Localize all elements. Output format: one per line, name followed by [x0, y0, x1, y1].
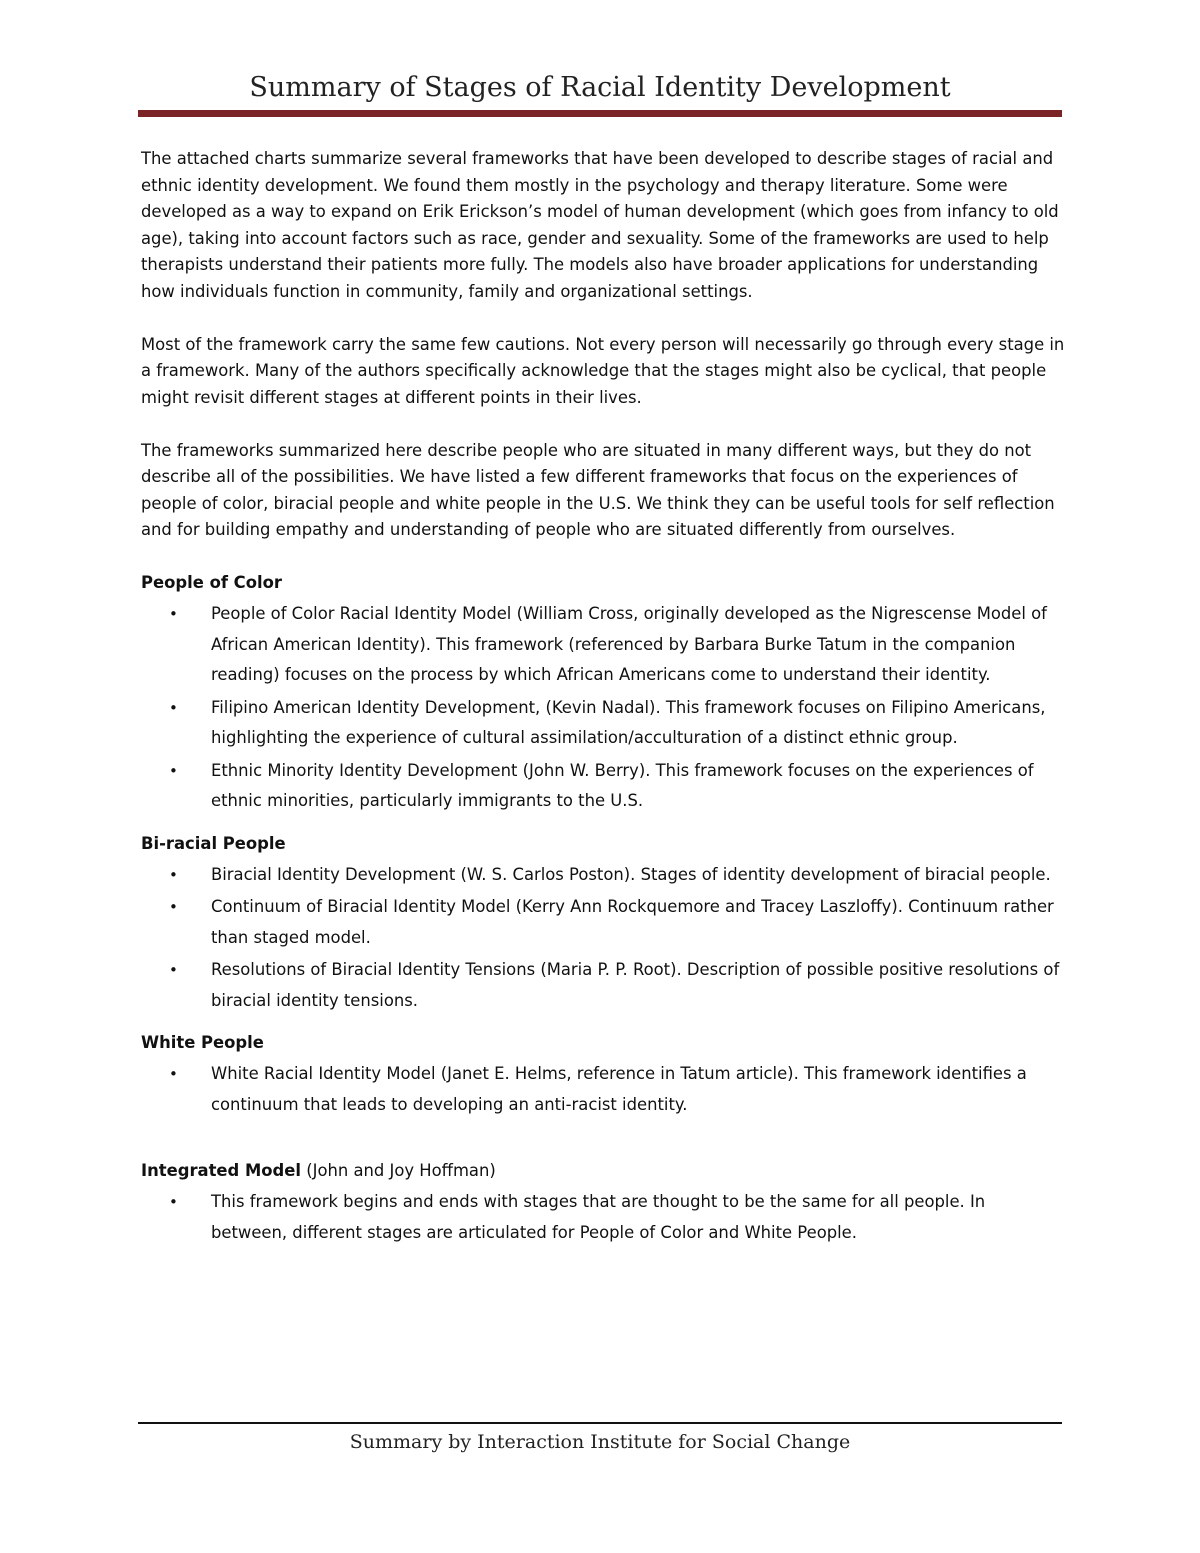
bullet-icon: • — [169, 898, 178, 916]
list-item: • Filipino American Identity Development, (Kevin Nadal). This framework focuses on Filipino Americans, highlighting the experience of cultural assimilation/acculturation of a distinct ethnic group. — [141, 693, 1066, 754]
list-item: • Biracial Identity Development (W. S. Carlos Poston). Stages of identity development of biracial people. — [141, 860, 1066, 891]
section-heading-white-people: White People — [141, 1033, 264, 1052]
bullet-icon: • — [169, 761, 178, 780]
page-footer: Summary by Interaction Institute for Social Change — [349, 1431, 851, 1453]
bullet-icon: • — [169, 865, 178, 884]
footer-rule — [138, 1422, 1062, 1424]
cautions-paragraph: Most of the framework carry the same few cautions. Not every person will necessarily go through every stage in a framework. Many of the authors specifically acknowledge that the stages might also be cyclical, that people might revisit different stages at different points in their lives. — [141, 334, 1065, 407]
intro-paragraph: The attached charts summarize several frameworks that have been developed to describe stages of racial and ethnic identity development. We found them mostly in the psychology and therapy literature. Some were developed as a way to expand on Erik Erickson’s model of human development (which goes from infancy to old age), taking into account factors such as race, gender and sexuality. Some of the frameworks are used to help therapists understand their patients more fully. The models also have broader applications for understanding how individuals function in community, family and organizational settings. — [141, 149, 1059, 301]
list-item: • People of Color Racial Identity Model (William Cross, originally developed as the Nigrescense Model of African American Identity). This framework (referenced by Barbara Burke Tatum in the companion reading) focuses on the process by which African Americans come to understand their identity. — [141, 599, 1066, 691]
list-item: • Continuum of Biracial Identity Model (Kerry Ann Rockquemore and Tracey Laszloffy). Continuum rather than staged model. — [141, 892, 1066, 953]
list-item: • White Racial Identity Model (Janet E. Helms, reference in Tatum article). This framework identifies a continuum that leads to developing an anti-racist identity. — [141, 1059, 1066, 1120]
list-item: • Ethnic Minority Identity Development (John W. Berry). This framework focuses on the experiences of ethnic minorities, particularly immigrants to the U.S. — [141, 756, 1066, 817]
document-title: Summary of Stages of Racial Identity Development — [249, 72, 951, 103]
biracial-people-list — [141, 860, 1066, 1017]
section-heading-biracial-people: Bi-racial People — [141, 833, 286, 853]
bullet-icon: • — [169, 1065, 178, 1083]
list-item: • This framework begins and ends with stages that are thought to be the same for all people. In between, different stages are articulated for People of Color and White People. — [141, 1187, 1066, 1248]
bullet-icon: • — [169, 1193, 178, 1211]
bullet-icon: • — [169, 961, 178, 979]
spacer — [141, 1134, 1066, 1158]
bullet-icon: • — [169, 605, 178, 623]
bullet-icon: • — [169, 698, 178, 717]
white-people-list — [141, 1059, 1066, 1120]
list-item: • Resolutions of Biracial Identity Tensions (Maria P. P. Root). Description of possible positive resolutions of biracial identity tensions. — [141, 955, 1066, 1016]
scope-paragraph: The frameworks summarized here describe people who are situated in many different ways, but they do not describe all of the possibilities. We have listed a few different frameworks that focus on the experiences of people of color, biracial people and white people in the U.S. We think they can be useful tools for self reflection and for building empathy and understanding of people who are situated differently from ourselves. — [141, 440, 1055, 539]
section-heading-integrated-model: Integrated Model (John and Joy Hoffman) — [141, 1161, 496, 1180]
document-body — [141, 146, 1066, 1262]
people-of-color-list — [141, 599, 1066, 817]
integrated-model-list — [141, 1187, 1066, 1248]
section-heading-people-of-color: People of Color — [141, 573, 282, 592]
title-underline-rule — [138, 110, 1062, 117]
